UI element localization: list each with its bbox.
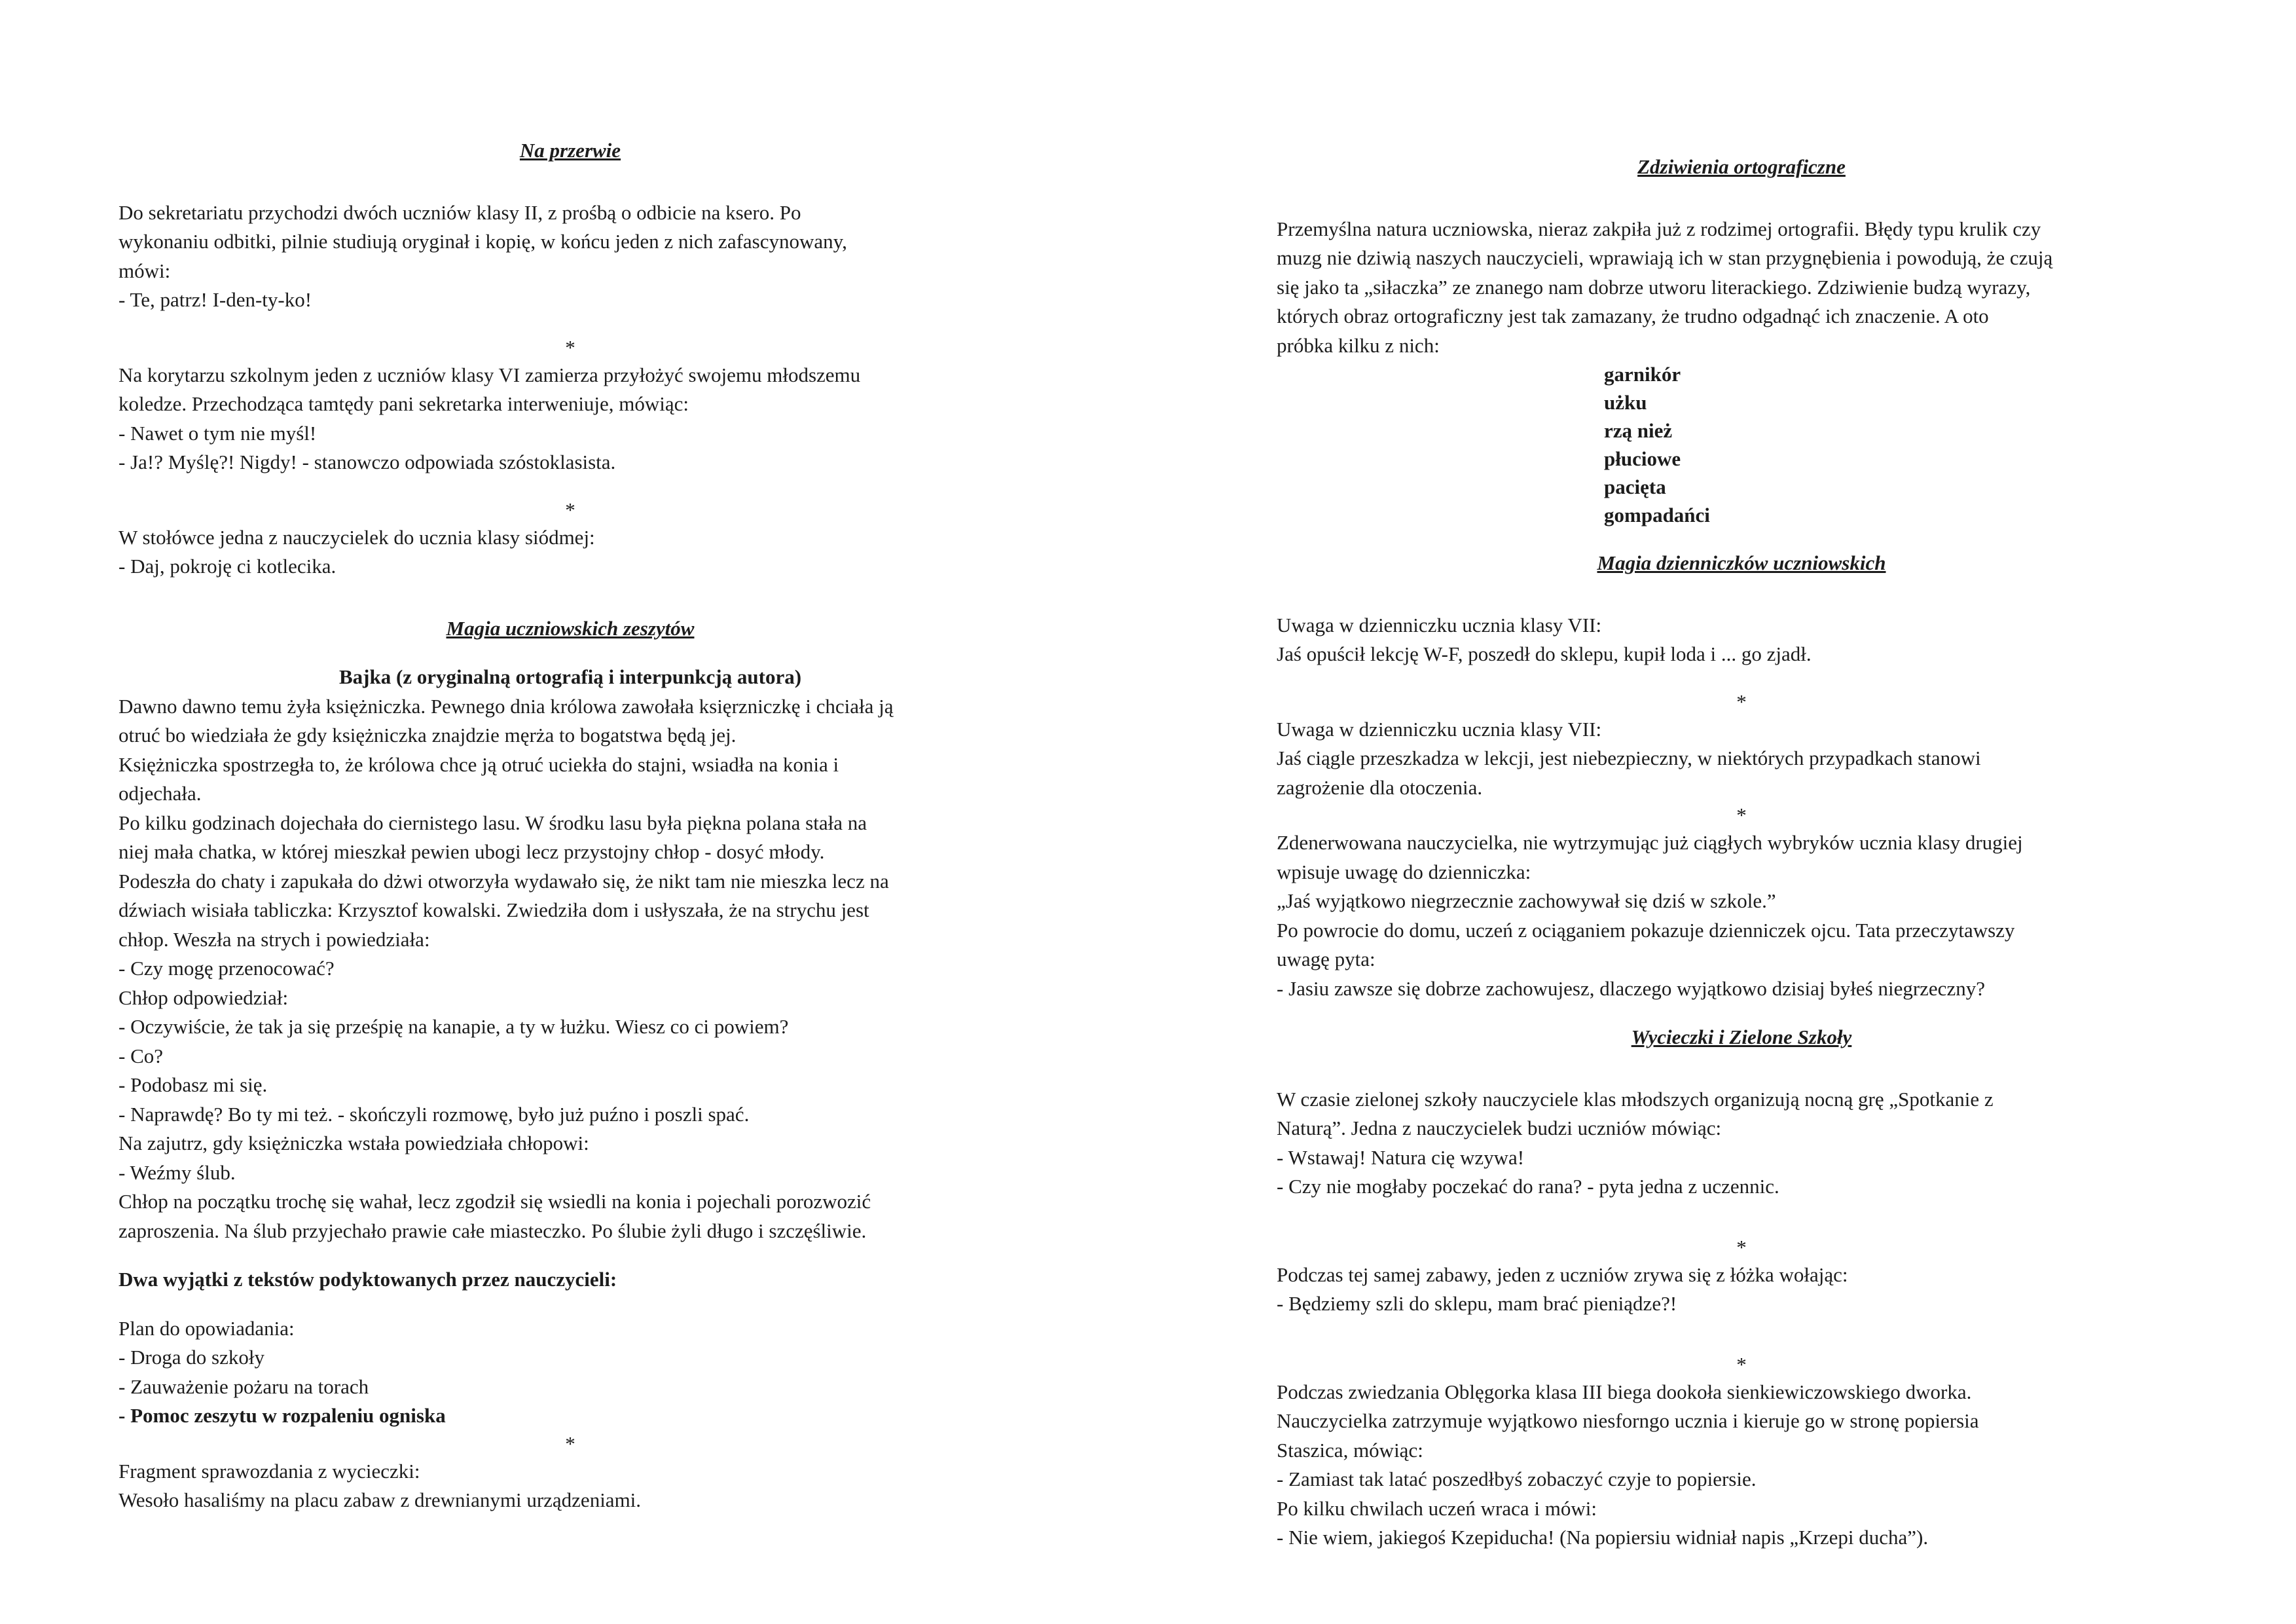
text-line: Podeszła do chaty i zapukała do dżwi otworzyła wydawało się, że nikt tam nie mieszka lecz na	[118, 869, 889, 893]
fragment-text	[118, 1457, 1022, 1515]
text-line: - Co?	[118, 1044, 164, 1067]
text-line: Uwaga w dzienniczku ucznia klasy VII:	[1277, 717, 1602, 741]
list-item: płuciowe	[1604, 447, 1681, 470]
text-line: - Oczywiście, że tak ja się prześpię na kanapie, a ty w łużku. Wiesz co ci powiem?	[118, 1015, 789, 1038]
text-line: Księżniczka spostrzegła to, że królowa chce ją otruć uciekła do stajni, wsiadła na konia i	[118, 752, 839, 776]
text-line: - Czy mogę przenocować?	[118, 957, 335, 980]
uwaga-3	[1277, 828, 2206, 1003]
misspelled-words-list	[1277, 360, 2206, 529]
text-line: się jako ta „siłaczka” ze znanego nam dobrze utworu literackiego. Zdziwienie budzą wyrazy,	[1277, 275, 2031, 299]
text-line: Na zajutrz, gdy księżniczka wstała powiedziała chłopowi:	[118, 1132, 589, 1154]
text-line: - Ja!? Myślę?! Nigdy! - stanowczo odpowiada szóstoklasista.	[118, 451, 616, 473]
text-line: zaproszenia. Na ślub przyjechało prawie całe miasteczko. Po ślubie żyli długo i szczęśliwie.	[118, 1219, 867, 1242]
separator-star: *	[1736, 1235, 1747, 1259]
text-line: muzg nie dziwią naszych nauczycieli, wprawiają ich w stan przygnębienia i powodują, że czują	[1277, 246, 2053, 269]
text-line: dźwiach wisiała tabliczka: Krzysztof kowalski. Zwiedziła dom i usłyszała, że na strychu jest	[118, 898, 869, 921]
text-line: - Naprawdę? Bo ty mi też. - skończyli rozmowę, było już puźno i poszli spać.	[118, 1102, 750, 1126]
plan-list	[118, 1314, 1022, 1431]
text-line: Staszica, mówiąc:	[1277, 1438, 1423, 1462]
separator-star: *	[565, 1431, 575, 1455]
text-line: - Jasiu zawsze się dobrze zachowujesz, dlaczego wyjątkowo dzisiaj byłeś niegrzeczny?	[1277, 976, 1985, 1000]
wycieczka-2	[1277, 1261, 2206, 1319]
text-line: mówi:	[118, 259, 171, 282]
text-line: Do sekretariatu przychodzi dwóch uczniów klasy II, z prośbą o odbicie na ksero. Po	[118, 200, 801, 224]
section-title-na-przerwie: Na przerwie	[519, 139, 621, 162]
text-line: - Weźmy ślub.	[118, 1160, 236, 1184]
text-line: koledze. Przechodząca tamtędy pani sekretarka interweniuje, mówiąc:	[118, 392, 689, 415]
uwaga-2	[1277, 715, 2206, 803]
text-line: Fragment sprawozdania z wycieczki:	[118, 1459, 420, 1483]
text-line: próbka kilku z nich:	[1277, 333, 1440, 357]
text-line: - Zamiast tak latać poszedłbyś zobaczyć czyje to popiersie.	[1277, 1467, 1757, 1490]
text-line: - Czy nie mogłaby poczekać do rana? - pyta jedna z uczennic.	[1277, 1175, 1779, 1198]
text-line: - Nie wiem, jakiegoś Kzepiducha! (Na popiersiu widniał napis „Krzepi ducha”).	[1277, 1526, 1929, 1549]
bajka-title: Bajka (z oryginalną ortografią i interpunkcją autora)	[338, 665, 802, 688]
text-line: W stołówce jedna z nauczycielek do ucznia klasy siódmej:	[118, 525, 595, 549]
list-item: gompadańci	[1604, 504, 1710, 526]
text-line: Przemyślna natura uczniowska, nieraz zakpiła już z rodzimej ortografii. Błędy typu krulik czy	[1277, 217, 2041, 240]
text-line: Uwaga w dzienniczku ucznia klasy VII:	[1277, 613, 1602, 637]
separator-star: *	[565, 335, 575, 359]
text-line: odjechała.	[118, 782, 202, 805]
text-line-bold: - Pomoc zeszytu w rozpaleniu ogniska	[118, 1404, 446, 1427]
text-line: Dawno dawno temu żyła księżniczka. Pewnego dnia królowa zawołała księrzniczkę i chciała ją	[118, 694, 894, 718]
separator-star: *	[1736, 803, 1747, 826]
separator-star: *	[1736, 1352, 1747, 1376]
text-line: - Daj, pokroję ci kotlecika.	[118, 555, 337, 578]
text-line: Podczas tej samej zabawy, jeden z uczniów zrywa się z łóżka wołając:	[1277, 1263, 1848, 1286]
ortografia-intro	[1277, 215, 2206, 361]
text-line: - Nawet o tym nie myśl!	[118, 421, 317, 445]
text-line: Podczas zwiedzania Oblęgorka klasa III biega dookoła sienkiewiczowskiego dworka.	[1277, 1380, 1972, 1403]
right-column	[1277, 153, 2206, 1553]
section-title-zdziwienia: Zdziwienia ortograficzne	[1637, 155, 1846, 178]
text-line: - Te, patrz! I-den-ty-ko!	[118, 288, 312, 311]
text-line: zagrożenie dla otoczenia.	[1277, 775, 1483, 799]
text-line: Po kilku chwilach uczeń wraca i mówi:	[1277, 1496, 1597, 1520]
text-line: Po powrocie do domu, uczeń z ociąganiem pokazuje dzienniczek ojcu. Tata przeczytawszy	[1277, 918, 2015, 942]
text-line: - Będziemy szli do sklepu, mam brać pieniądze?!	[1277, 1292, 1677, 1315]
list-item: garnikór	[1604, 363, 1681, 386]
list-item: użku	[1604, 391, 1647, 414]
text-line: - Wstawaj! Natura cię wzywa!	[1277, 1145, 1525, 1169]
text-line: Zdenerwowana nauczycielka, nie wytrzymując już ciągłych wybryków ucznia klasy drugiej	[1277, 831, 2023, 854]
text-line: wpisuje uwagę do dzienniczka:	[1277, 860, 1531, 883]
bajka-text	[118, 692, 1022, 1246]
text-line: Chłop odpowiedział:	[118, 986, 289, 1009]
text-line: których obraz ortograficzny jest tak zamazany, że trudno odgadnąć ich znaczenie. A oto	[1277, 304, 1989, 327]
text-line: - Zauważenie pożaru na torach	[118, 1375, 369, 1398]
text-line: chłop. Weszła na strych i powiedziała:	[118, 927, 430, 951]
text-line: Po kilku godzinach dojechała do ciernistego lasu. W środku lasu była piękna polana stała na	[118, 811, 867, 834]
text-line: niej mała chatka, w której mieszkał pewien ubogi lecz przystojny chłop - dosyć młody.	[118, 840, 825, 863]
text-line: Na korytarzu szkolnym jeden z uczniów klasy VI zamierza przyłożyć swojemu młodszemu	[118, 363, 861, 386]
anecdote-ksero	[118, 198, 1022, 315]
text-line: „Jaś wyjątkowo niegrzecznie zachowywał się dziś w szkole.”	[1277, 889, 1776, 912]
text-line: otruć bo wiedziała że gdy księżniczka znajdzie męrża to bogatstwa będą jej.	[118, 724, 737, 747]
list-item: pacięta	[1604, 475, 1666, 498]
separator-star: *	[565, 498, 575, 521]
anecdote-stolowka	[118, 523, 1022, 581]
separator-star: *	[1736, 690, 1747, 713]
section-title-dzienniczki: Magia dzienniczków uczniowskich	[1597, 551, 1886, 574]
text-line: Naturą”. Jedna z nauczycielek budzi uczniów mówiąc:	[1277, 1116, 1722, 1139]
text-line: Jaś opuścił lekcję W-F, poszedł do sklepu, kupił loda i ... go zjadł.	[1277, 642, 1812, 665]
dictation-title: Dwa wyjątki z tekstów podyktowanych przez nauczycieli:	[118, 1268, 617, 1291]
text-line: - Podobasz mi się.	[118, 1073, 268, 1096]
text-line: Nauczycielka zatrzymuje wyjątkowo niesforngo ucznia i kieruje go w stronę popiersia	[1277, 1409, 1979, 1432]
text-line: - Droga do szkoły	[118, 1346, 264, 1369]
text-line: Wesoło hasaliśmy na placu zabaw z drewnianymi urządzeniami.	[118, 1488, 642, 1511]
text-line: wykonaniu odbitki, pilnie studiują oryginał i kopię, w końcu jeden z nich zafascynowany,	[118, 230, 847, 253]
section-title-wycieczki: Wycieczki i Zielone Szkoły	[1631, 1025, 1852, 1048]
left-column	[118, 136, 1022, 1515]
text-line: Chłop na początku trochę się wahał, lecz zgodził się wsiedli na konia i pojechali porozwozić	[118, 1190, 871, 1213]
text-line: uwagę pyta:	[1277, 948, 1376, 970]
wycieczka-1	[1277, 1085, 2206, 1202]
anecdote-korytarz	[118, 361, 1022, 477]
section-title-magia-zeszytow: Magia uczniowskich zeszytów	[446, 616, 695, 640]
text-line: Jaś ciągle przeszkadza w lekcji, jest niebezpieczny, w niektórych przypadkach stanowi	[1277, 747, 1981, 769]
text-line: Plan do opowiadania:	[118, 1316, 295, 1340]
uwaga-1	[1277, 611, 2206, 669]
text-line: W czasie zielonej szkoły nauczyciele klas młodszych organizują nocną grę „Spotkanie z	[1277, 1087, 1994, 1111]
wycieczka-3	[1277, 1378, 2206, 1553]
list-item: rzą nież	[1604, 419, 1673, 442]
